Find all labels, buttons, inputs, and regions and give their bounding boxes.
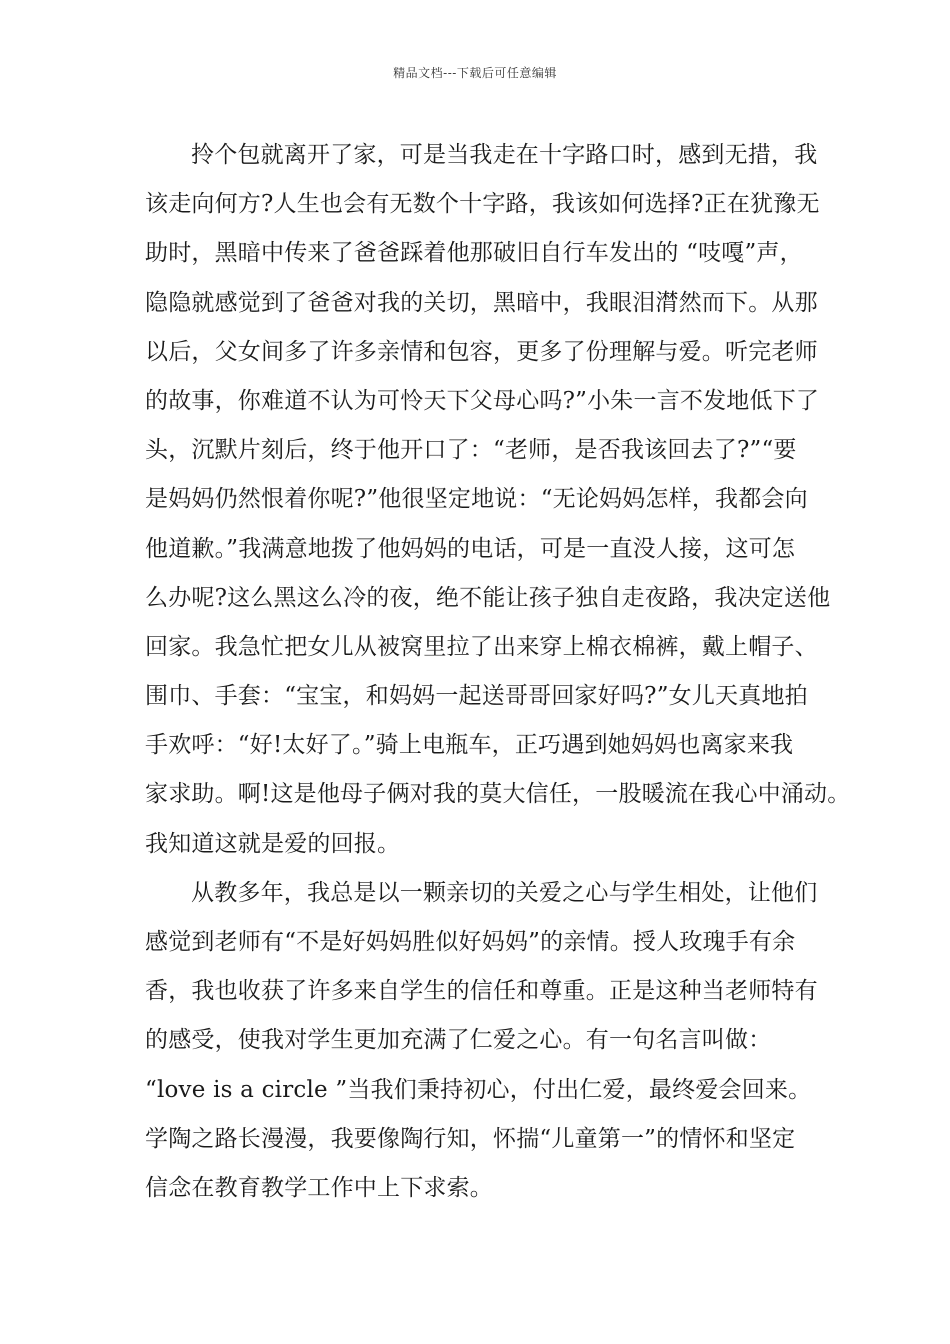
paragraph-line: 我知道这就是爱的回报。 xyxy=(145,830,401,857)
page-header: 精品文档---下载后可任意编辑 xyxy=(393,66,557,80)
paragraph-line: 手欢呼：“好!太好了。”骑上电瓶车，正巧遇到她妈妈也离家来我 xyxy=(145,732,794,759)
paragraph-line: 的感受，使我对学生更加充满了仁爱之心。有一句名言叫做： xyxy=(145,1027,772,1054)
paragraph-line: 他道歉。”我满意地拨了他妈妈的电话，可是一直没人接，这可怎 xyxy=(145,535,796,562)
paragraph-line: 围巾、手套：“宝宝，和妈妈一起送哥哥回家好吗?”女儿天真地拍 xyxy=(145,683,808,710)
paragraph-line: 拎个包就离开了家，可是当我走在十字路口时，感到无措，我 xyxy=(191,142,818,168)
paragraph-line: 回家。我急忙把女儿从被窝里拉了出来穿上棉衣棉裤，戴上帽子、 xyxy=(145,633,818,660)
paragraph-line: 是妈妈仍然恨着你呢?”他很坚定地说：“无论妈妈怎样，我都会向 xyxy=(145,486,808,513)
paragraph-line: 助时，黑暗中传来了爸爸踩着他那破旧自行车发出的 “吱嘎”声， xyxy=(145,240,803,267)
paragraph-line: 该走向何方?人生也会有无数个十字路，我该如何选择?正在犹豫无 xyxy=(145,191,820,218)
document-body xyxy=(145,131,851,1213)
paragraph-line: 感觉到老师有“不是好妈妈胜似好妈妈”的亲情。授人玫瑰手有余 xyxy=(145,929,796,955)
paragraph-line: 信念在教育教学工作中上下求索。 xyxy=(145,1174,493,1201)
paragraph-line: 隐隐就感觉到了爸爸对我的关切，黑暗中，我眼泪潸然而下。从那 xyxy=(145,289,818,316)
paragraph-line: 学陶之路长漫漫，我要像陶行知，怀揣“儿童第一”的情怀和坚定 xyxy=(145,1125,796,1152)
paragraph-line: 家求助。啊!这是他母子俩对我的莫大信任，一股暖流在我心中涌动。 xyxy=(145,781,851,808)
paragraph-line: 以后，父女间多了许多亲情和包容，更多了份理解与爱。听完老师 xyxy=(145,338,818,365)
paragraph-line: 香，我也收获了许多来自学生的信任和尊重。正是这种当老师特有 xyxy=(145,978,818,1005)
paragraph-line: 的故事，你难道不认为可怜天下父母心吗?”小朱一言不发地低下了 xyxy=(145,387,820,414)
paragraph-line: “love is a circle ”当我们秉持初心，付出仁爱，最终爱会回来。 xyxy=(145,1076,812,1103)
paragraph-line: 头，沉默片刻后，终于他开口了：“老师，是否我该回去了?”“要 xyxy=(145,437,797,464)
paragraph-line: 么办呢?这么黑这么冷的夜，绝不能让孩子独自走夜路，我决定送他 xyxy=(145,584,831,611)
paragraph-line: 从教多年，我总是以一颗亲切的关爱之心与学生相处，让他们 xyxy=(191,879,818,906)
